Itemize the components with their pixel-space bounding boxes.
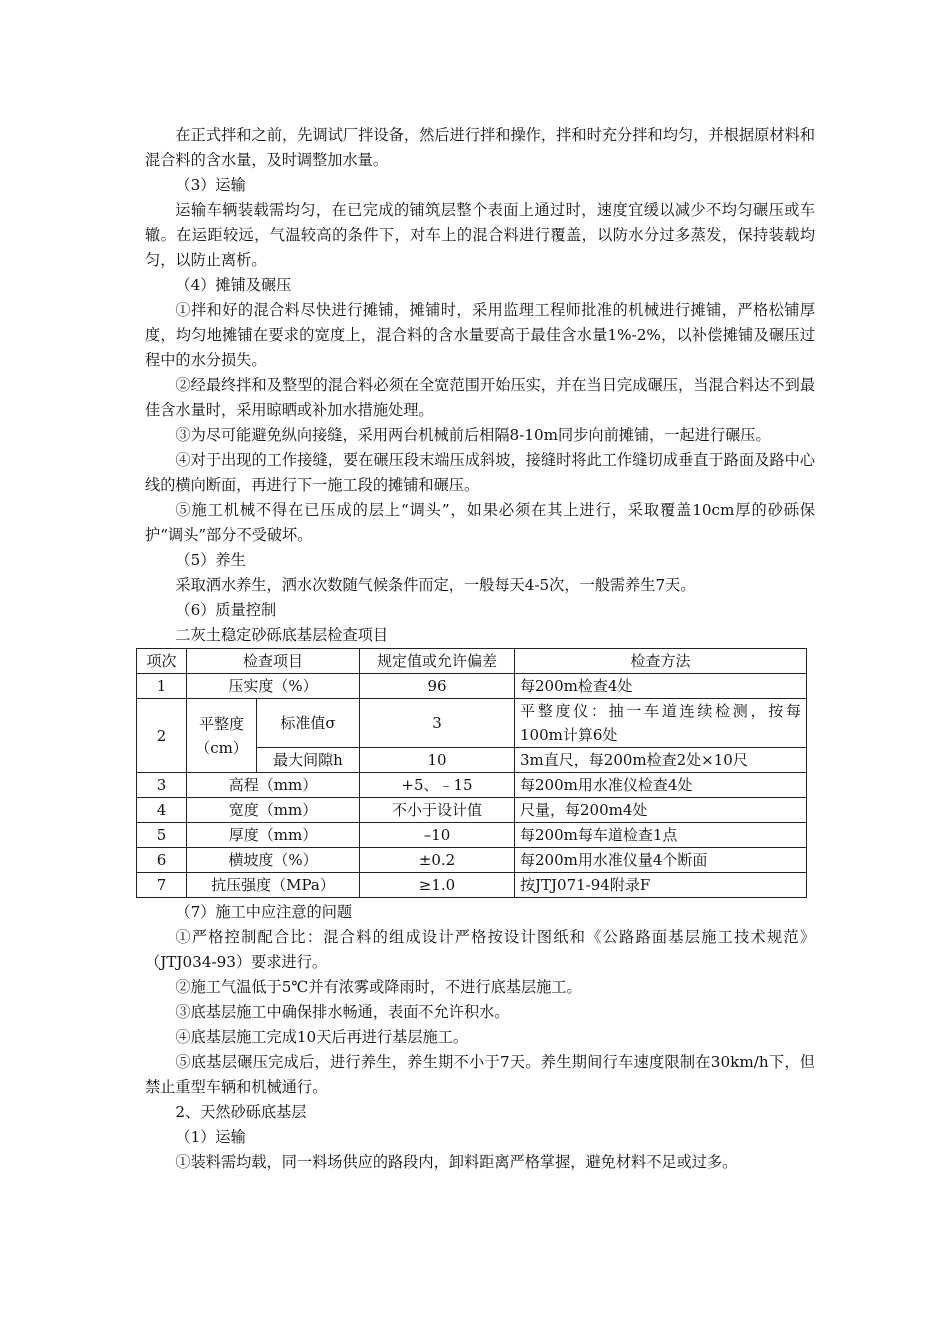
section-heading: （7）施工中应注意的问题: [175, 903, 353, 921]
section-heading: （4）摊铺及碾压: [175, 276, 292, 294]
section-heading: （6）质量控制: [175, 601, 277, 619]
cell-value: 96: [360, 674, 515, 699]
table-caption: 二灰土稳定砂砾底基层检查项目: [175, 626, 389, 644]
table-header-row: [137, 649, 807, 674]
cell-method: 每200m检查4处: [515, 674, 807, 699]
cell-value: +5、﹣15: [360, 773, 515, 798]
table-row: [137, 848, 807, 873]
table-row: [137, 823, 807, 848]
paragraph: ①严格控制配合比：混合料的组成设计严格按设计图纸和《公路路面基层施工技术规范》（JTJ034-93）要求进行。: [145, 928, 815, 971]
section-heading: （5）养生: [175, 551, 246, 569]
section-heading: （3）运输: [175, 176, 246, 194]
cell-item: 厚度（mm）: [187, 823, 360, 848]
paragraph: ⑤施工机械不得在已压成的层上“调头”，如果必须在其上进行，采取覆盖10cm厚的砂砾保护“调头”部分不受破坏。: [145, 501, 815, 544]
cell-no: 6: [137, 848, 187, 873]
cell-item: 抗压强度（MPa）: [187, 873, 360, 898]
cell-no: 2: [137, 699, 187, 773]
paragraph: ②经最终拌和及整型的混合料必须在全宽范围开始压实，并在当日完成碾压，当混合料达不到最佳含水量时，采用晾晒或补加水措施处理。: [145, 376, 815, 419]
cell-value: ±0.2: [360, 848, 515, 873]
table-row: [137, 873, 807, 898]
paragraph: 运输车辆装载需均匀，在已完成的铺筑层整个表面上通过时，速度宜缓以减少不均匀碾压或车辙。在运距较远，气温较高的条件下，对车上的混合料进行覆盖，以防水分过多蒸发，保持装载均匀，以防止离析。: [145, 201, 815, 269]
paragraph: ③底基层施工中确保排水畅通，表面不允许积水。: [175, 1003, 510, 1021]
header-method: 检查方法: [515, 649, 807, 674]
cell-method: 3m直尺，每200m检查2处×10尺: [515, 748, 807, 773]
header-item: 检查项目: [187, 649, 360, 674]
paragraph: ④对于出现的工作接缝，要在碾压段末端压成斜坡，接缝时将此工作缝切成垂直于路面及路中心线的横向断面，再进行下一施工段的摊铺和碾压。: [145, 451, 815, 494]
cell-item: 压实度（%）: [187, 674, 360, 699]
cell-value: ≥1.0: [360, 873, 515, 898]
paragraph: ①装料需均载，同一料场供应的路段内，卸料距离严格掌握，避免材料不足或过多。: [175, 1153, 738, 1171]
paragraph: ④底基层施工完成10天后再进行基层施工。: [175, 1028, 469, 1046]
cell-value: 10: [360, 748, 515, 773]
cell-value: –10: [360, 823, 515, 848]
cell-item: 横坡度（%）: [187, 848, 360, 873]
cell-item: 高程（mm）: [187, 773, 360, 798]
section-heading: 2、天然砂砾底基层: [175, 1103, 307, 1121]
cell-item: 宽度（mm）: [187, 798, 360, 823]
table-row: [137, 798, 807, 823]
cell-no: 5: [137, 823, 187, 848]
cell-method: 平整度仪：抽一车道连续检测，按每100m计算6处: [515, 699, 807, 748]
inspection-table: [136, 648, 807, 898]
body-text-top: [145, 123, 815, 623]
header-no: 项次: [137, 649, 187, 674]
paragraph: ②施工气温低于5℃并有浓雾或降雨时，不进行底基层施工。: [175, 978, 582, 996]
cell-subitem: 最大间隙h: [257, 748, 360, 773]
cell-no: 4: [137, 798, 187, 823]
paragraph: 在正式拌和之前，先调试厂拌设备，然后进行拌和操作，拌和时充分拌和均匀，并根据原材料和混合料的含水量，及时调整加水量。: [145, 126, 815, 169]
cell-value: 不小于设计值: [360, 798, 515, 823]
table-row: [137, 699, 807, 748]
paragraph: 采取洒水养生，洒水次数随气候条件而定，一般每天4-5次，一般需养生7天。: [175, 576, 696, 594]
header-value: 规定值或允许偏差: [360, 649, 515, 674]
cell-method: 每200m用水准仪检查4处: [515, 773, 807, 798]
paragraph: ①拌和好的混合料尽快进行摊铺，摊铺时，采用监理工程师批准的机械进行摊铺，严格松铺厚度，均匀地摊铺在要求的宽度上，混合料的含水量要高于最佳含水量1%-2%，以补偿摊铺及碾压过程中的水分损失。: [145, 301, 815, 369]
cell-no: 3: [137, 773, 187, 798]
paragraph: ③为尽可能避免纵向接缝，采用两台机械前后相隔8-10m同步向前摊铺，一起进行碾压。: [175, 426, 771, 444]
cell-method: 尺量，每200m4处: [515, 798, 807, 823]
cell-subitem: 标准值σ: [257, 699, 360, 748]
cell-method: 每200m每车道检查1点: [515, 823, 807, 848]
document-page: [145, 123, 815, 1175]
table-row: [137, 674, 807, 699]
paragraph: ⑤底基层碾压完成后，进行养生，养生期不小于7天。养生期间行车速度限制在30km/h下，但禁止重型车辆和机械通行。: [145, 1053, 815, 1096]
cell-value: 3: [360, 699, 515, 748]
table-row: [137, 773, 807, 798]
cell-no: 1: [137, 674, 187, 699]
cell-method: 按JTJ071-94附录F: [515, 873, 807, 898]
cell-no: 7: [137, 873, 187, 898]
cell-group: 平整度（cm）: [187, 699, 257, 773]
cell-method: 每200m用水准仪量4个断面: [515, 848, 807, 873]
section-heading: （1）运输: [175, 1128, 246, 1146]
body-text-bottom: [145, 900, 815, 1175]
